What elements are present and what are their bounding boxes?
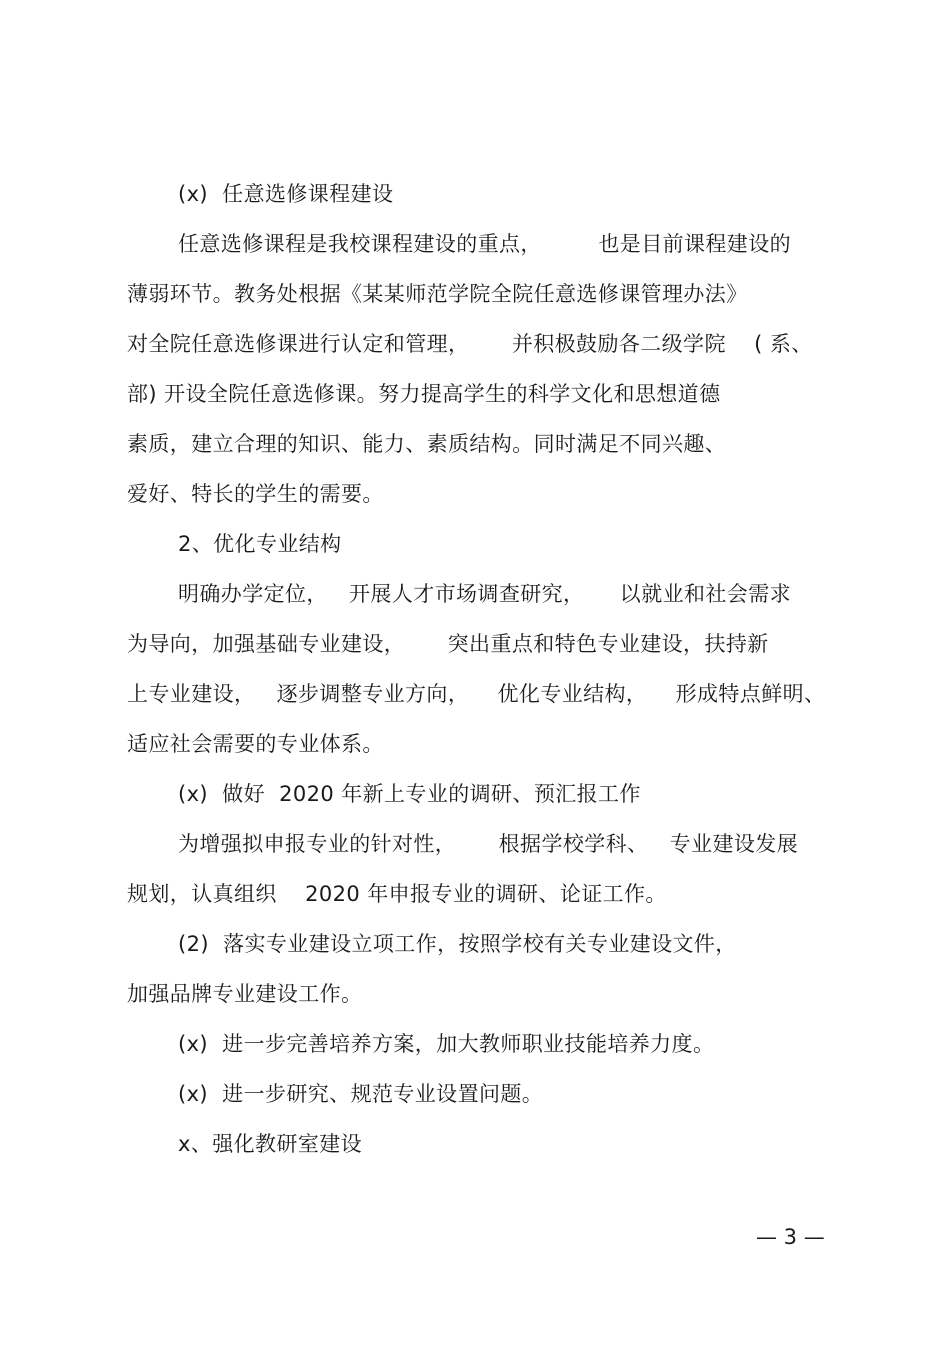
heading-elective-course: (x) 任意选修课程建设 (178, 182, 394, 206)
paragraph-line: 任意选修课程是我校课程建设的重点， 也是目前课程建设的 (178, 232, 791, 256)
paragraph-line: (2) 落实专业建设立项工作，按照学校有关专业建设文件， (178, 932, 737, 956)
paragraph-line: 为导向，加强基础专业建设， 突出重点和特色专业建设，扶持新 (127, 632, 769, 656)
paragraph-line: 薄弱环节。教务处根据《某某师范学院全院任意选修课管理办法》 (127, 282, 748, 306)
paragraph-line: 为增强拟申报专业的针对性， 根据学校学科、 专业建设发展 (178, 832, 799, 856)
heading-new-major-research: (x) 做好 2020 年新上专业的调研、预汇报工作 (178, 782, 641, 806)
heading-teaching-office: x、强化教研室建设 (178, 1132, 363, 1156)
paragraph-line: 部) 开设全院任意选修课。努力提高学生的科学文化和思想道德 (127, 382, 721, 406)
paragraph-line: 明确办学定位， 开展人才市场调查研究， 以就业和社会需求 (178, 582, 791, 606)
paragraph-line: 加强品牌专业建设工作。 (127, 982, 363, 1006)
page-number: — 3 — (756, 1225, 825, 1249)
heading-optimize-structure: 2、优化专业结构 (178, 532, 342, 556)
paragraph-line: 上专业建设， 逐步调整专业方向， 优化专业结构， 形成特点鲜明、 (127, 682, 826, 706)
paragraph-line: 对全院任意选修课进行认定和管理， 并积极鼓励各二级学院 ( 系、 (127, 332, 813, 356)
paragraph-line: (x) 进一步完善培养方案，加大教师职业技能培养力度。 (178, 1032, 715, 1056)
paragraph-line: (x) 进一步研究、规范专业设置问题。 (178, 1082, 544, 1106)
paragraph-line: 适应社会需要的专业体系。 (127, 732, 384, 756)
paragraph-line: 规划，认真组织 2020 年申报专业的调研、论证工作。 (127, 882, 667, 906)
paragraph-line: 爱好、特长的学生的需要。 (127, 482, 384, 506)
paragraph-line: 素质，建立合理的知识、能力、素质结构。同时满足不同兴趣、 (127, 432, 727, 456)
